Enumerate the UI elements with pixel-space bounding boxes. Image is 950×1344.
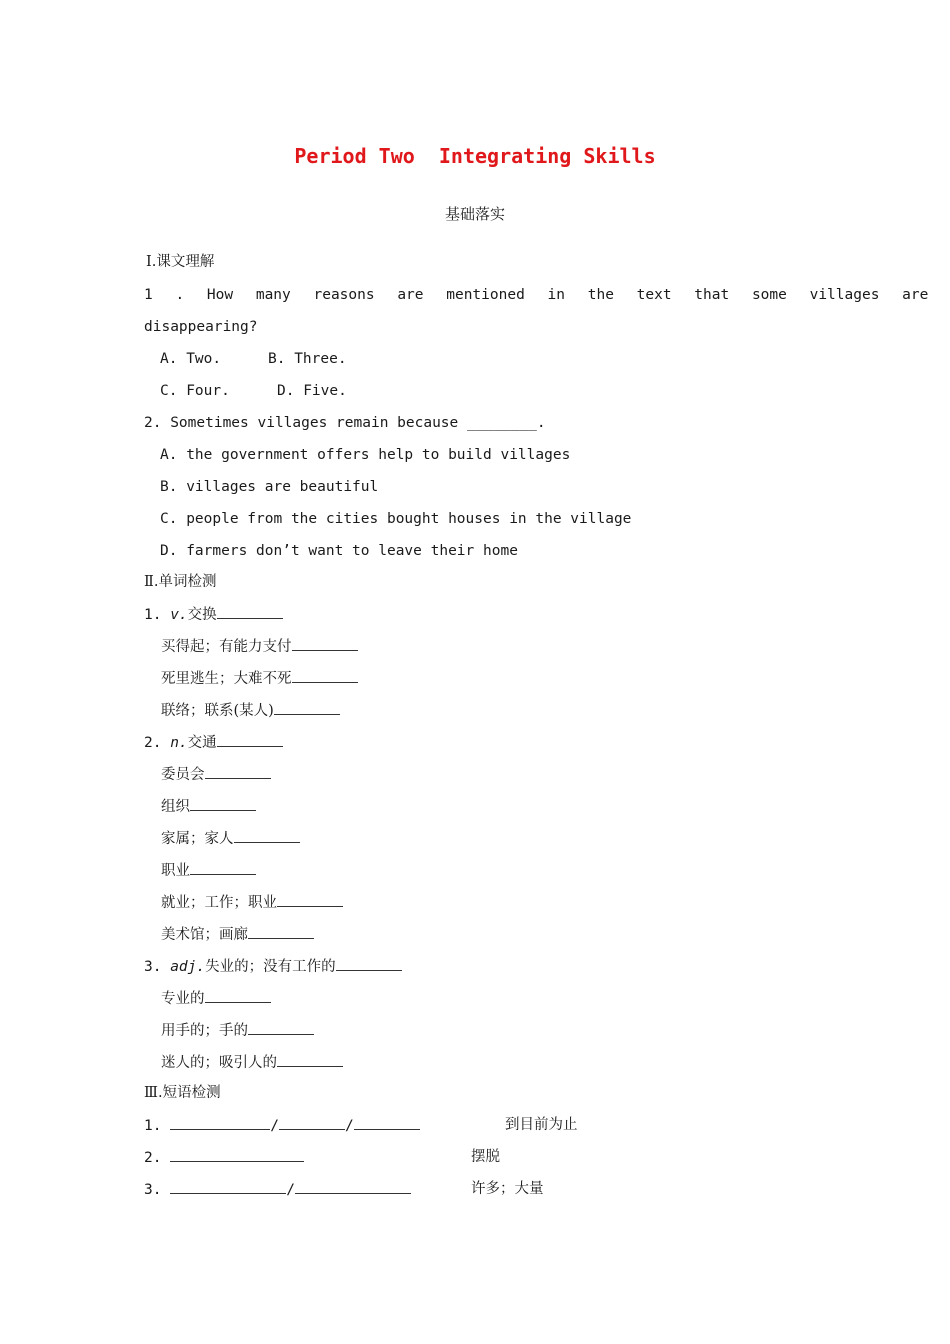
slash-separator: / bbox=[344, 1118, 354, 1134]
word-item bbox=[161, 1020, 314, 1041]
phrase-item-1 bbox=[144, 1115, 420, 1136]
phrase-meaning-3: 许多；大量 bbox=[471, 1181, 544, 1197]
word-item bbox=[161, 668, 358, 689]
phrase-number: 3. bbox=[144, 1182, 162, 1198]
answer-blank[interactable] bbox=[277, 1052, 343, 1067]
word-prompt: 就业；工作；职业 bbox=[161, 895, 277, 911]
q2-option-b: B. villages are beautiful bbox=[160, 479, 379, 495]
word-prompt: 委员会 bbox=[161, 767, 205, 783]
phrase-item-2 bbox=[144, 1147, 304, 1168]
answer-blank[interactable] bbox=[205, 988, 271, 1003]
answer-blank[interactable] bbox=[217, 604, 283, 619]
word-item bbox=[161, 924, 314, 945]
word-item bbox=[161, 700, 340, 721]
section-subtitle: 基础落实 bbox=[444, 205, 505, 223]
answer-blank[interactable] bbox=[354, 1115, 420, 1130]
q1-option-b: B. Three. bbox=[268, 351, 347, 367]
group-number: 3. bbox=[144, 959, 162, 975]
answer-blank[interactable] bbox=[336, 956, 402, 971]
word-prompt: 迷人的；吸引人的 bbox=[161, 1055, 277, 1071]
section1-heading: Ⅰ.课文理解 bbox=[146, 254, 215, 270]
phrase-number: 2. bbox=[144, 1150, 162, 1166]
word-prompt: 美术馆；画廊 bbox=[161, 927, 248, 943]
answer-blank[interactable] bbox=[190, 796, 256, 811]
answer-blank[interactable] bbox=[248, 1020, 314, 1035]
q2-option-a: A. the government offers help to build villages bbox=[160, 447, 571, 463]
answer-blank[interactable] bbox=[170, 1147, 304, 1162]
answer-blank[interactable] bbox=[279, 1115, 345, 1130]
word-prompt: 交换 bbox=[187, 607, 217, 623]
word-item bbox=[161, 892, 343, 913]
word-prompt: 失业的；没有工作的 bbox=[205, 959, 336, 975]
page-title: Period Two Integrating Skills bbox=[294, 144, 656, 168]
q2-option-c: C. people from the cities bought houses in the village bbox=[160, 511, 632, 527]
word-prompt: 联络；联系(某人) bbox=[161, 703, 274, 719]
answer-blank[interactable] bbox=[277, 892, 343, 907]
word-group-1 bbox=[144, 604, 283, 625]
phrase-item-3 bbox=[144, 1179, 411, 1200]
part-of-speech: n. bbox=[170, 735, 188, 751]
group-number: 1. bbox=[144, 607, 162, 623]
word-prompt: 组织 bbox=[161, 799, 190, 815]
q1-option-a: A. Two. bbox=[160, 351, 222, 367]
part-of-speech: adj. bbox=[170, 959, 206, 975]
word-prompt: 死里逃生；大难不死 bbox=[161, 671, 292, 687]
question1-line1: 1 . How many reasons are mentioned in the text that some villages are bbox=[144, 287, 929, 303]
word-item bbox=[161, 860, 256, 881]
answer-blank[interactable] bbox=[217, 732, 283, 747]
answer-blank[interactable] bbox=[234, 828, 300, 843]
answer-blank[interactable] bbox=[170, 1115, 270, 1130]
answer-blank[interactable] bbox=[248, 924, 314, 939]
phrase-meaning-1: 到目前为止 bbox=[505, 1117, 578, 1133]
section3-heading: Ⅲ.短语检测 bbox=[144, 1085, 221, 1101]
q1-option-d: D. Five. bbox=[277, 383, 347, 399]
word-item bbox=[161, 636, 358, 657]
q2-option-d: D. farmers don’t want to leave their home bbox=[160, 543, 518, 559]
word-item bbox=[161, 764, 271, 785]
section2-heading: Ⅱ.单词检测 bbox=[144, 574, 217, 590]
word-prompt: 用手的；手的 bbox=[161, 1023, 248, 1039]
word-prompt: 交通 bbox=[187, 735, 217, 751]
group-number: 2. bbox=[144, 735, 162, 751]
slash-separator: / bbox=[286, 1182, 295, 1198]
answer-blank[interactable] bbox=[295, 1179, 411, 1194]
q1-option-c: C. Four. bbox=[160, 383, 230, 399]
answer-blank[interactable] bbox=[274, 700, 340, 715]
word-prompt: 专业的 bbox=[161, 991, 205, 1007]
word-prompt: 职业 bbox=[161, 863, 190, 879]
question2-stem: 2. Sometimes villages remain because ________. bbox=[144, 415, 546, 431]
phrase-meaning-2: 摆脱 bbox=[471, 1149, 500, 1165]
question1-line2: disappearing? bbox=[144, 319, 258, 335]
phrase-number: 1. bbox=[144, 1118, 162, 1134]
answer-blank[interactable] bbox=[190, 860, 256, 875]
word-group-3 bbox=[144, 956, 402, 977]
word-group-2 bbox=[144, 732, 283, 753]
answer-blank[interactable] bbox=[292, 636, 358, 651]
word-item bbox=[161, 988, 271, 1009]
word-item bbox=[161, 796, 256, 817]
answer-blank[interactable] bbox=[170, 1179, 286, 1194]
word-item bbox=[161, 1052, 343, 1073]
word-prompt: 家属；家人 bbox=[161, 831, 234, 847]
word-prompt: 买得起；有能力支付 bbox=[161, 639, 292, 655]
word-item bbox=[161, 828, 300, 849]
slash-separator: / bbox=[270, 1118, 279, 1134]
answer-blank[interactable] bbox=[205, 764, 271, 779]
part-of-speech: v. bbox=[170, 607, 188, 623]
answer-blank[interactable] bbox=[292, 668, 358, 683]
